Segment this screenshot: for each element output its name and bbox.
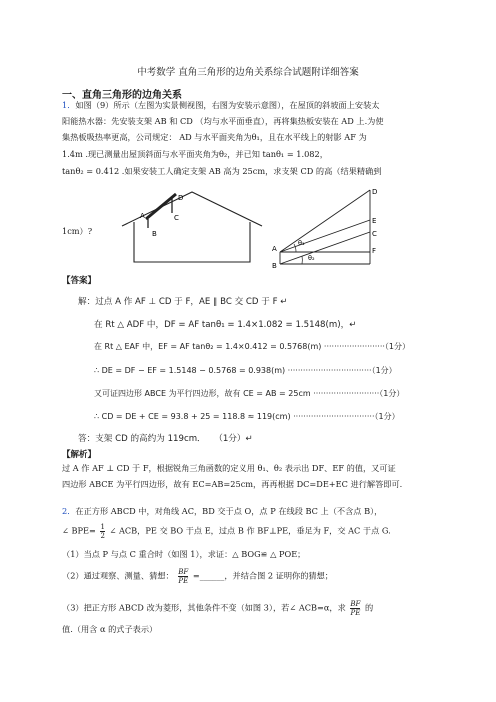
answer-tag: 【答案】 [62, 276, 97, 286]
label-D-left: D [178, 194, 184, 202]
q1-line6: 1cm）? [62, 226, 93, 236]
analysis-line2: 四边形 ABCE 为平行四边形，故有 EC=AB=25cm，再再根据 DC=DE+EC 进行解答即可. [62, 479, 403, 489]
label-theta2: θ₂ [308, 254, 315, 262]
q1-line4: 1.4m .现已测量出屋顶斜面与水平面夹角为θ₂，并已知 tanθ₁ = 1.082， [62, 149, 328, 159]
section-heading: 一、直角三角形的边角关系 [62, 90, 182, 101]
label-A-right: A [272, 245, 277, 253]
label-E-right: E [372, 217, 377, 225]
fraction-bf-pe-2: $\frac{BF}{PE}$ [350, 600, 361, 617]
label-C-right: C [372, 230, 377, 238]
solution-line6: ∴ CD = DE + CE = 93.8 + 25 = 118.8 ≈ 119(cm) ································（1分） [94, 412, 400, 421]
q1-line3: 集热板吸热率更高，公司规定： AD 与水平面夹角为θ₁，且在水平线上的射影 AF 为 [62, 132, 367, 142]
analysis-line1: 过 A 作 AF ⊥ CD 于 F，根据锐角三角函数的定义用 θ₁、θ₂ 表示出 DF、EF 的值，又可证 [62, 463, 396, 473]
figure-roof-side-view [118, 186, 268, 266]
q2-line1: 2．在正方形 ABCD 中，对角线 AC，BD 交于点 O，点 P 在线段 BC 上（不含点 B）， [62, 506, 383, 516]
label-B-left: B [152, 230, 157, 238]
solution-line4: ∴ DE = DF − EF = 1.5148 − 0.5768 = 0.938(m) ·································（1分） [94, 366, 397, 375]
solution-line7: 答：支架 CD 的高约为 119cm． （1分）↵ [78, 434, 253, 444]
document-title: 中考数学 直角三角形的边角关系综合试题附详细答案 [137, 67, 359, 78]
q2-line6: 值.（用含 α 的式子表示） [62, 624, 158, 634]
fraction-half: $\frac{1}{2}$ [100, 523, 105, 540]
label-theta1: θ₁ [298, 239, 305, 247]
q2-line5: （3）把正方形 ABCD 改为菱形，其他条件不变（如图 3），若∠ ACB=α，求 $\frac{BF}{PE}$ 的 [62, 600, 374, 617]
q2-line4: （2）通过观察、测量、猜想： $\frac{BF}{PE}$ =______，并结合图 2 证明你的猜想； [62, 568, 333, 585]
q1-number: 1． [62, 100, 76, 110]
solution-line5: 又可证四边形 ABCE 为平行四边形，故有 CE = AB = 25cm ··························（1分） [94, 389, 405, 398]
analysis-tag: 【解析】 [62, 450, 97, 460]
figure-installation-diagram [272, 188, 382, 270]
q1-line1: 1．如图（9）所示（左图为实景侧视图，右图为安装示意图），在屋顶的斜坡面上安装太 [62, 100, 380, 110]
q2-line3: （1）当点 P 与点 C 重合时（如图 1），求证：△ BOG≌ △ POE； [62, 549, 306, 559]
label-C-left: C [174, 214, 179, 222]
fraction-bf-pe: $\frac{BF}{PE}$ [178, 568, 189, 585]
label-B-right: B [272, 262, 277, 270]
solution-line2: 在 Rt △ ADF 中，DF = AF tanθ₁ = 1.4×1.082 = 1.5148(m)，↵ [94, 320, 357, 330]
q2-line2: ∠ BPE= $\frac{1}{2}$ ∠ ACB，PE 交 BO 于点 E，过点 B 作 BF⊥PE，垂足为 F，交 AC 于点 G. [62, 523, 391, 540]
label-F-right: F [372, 247, 377, 255]
solution-line1: 解：过点 A 作 AF ⊥ CD 于 F，AE ∥ BC 交 CD 于 F ↵ [78, 297, 288, 307]
q2-number: 2． [62, 506, 76, 516]
label-D-right: D [372, 188, 378, 196]
q1-line5: tanθ₂ = 0.412 .如果安装工人确定支架 AB 高为 25cm，求支架 CD 的高（结果精确到 [62, 166, 382, 176]
label-A-left: A [140, 212, 145, 220]
solution-line3: 在 Rt △ EAF 中，EF = AF tanθ₂ = 1.4×0.412 = 0.5768(m) ························（1分） [94, 342, 411, 351]
q1-line2: 阳能热水器：先安装支架 AB 和 CD （均与水平面垂直），再将集热板安装在 AD 上.为使 [62, 116, 384, 126]
